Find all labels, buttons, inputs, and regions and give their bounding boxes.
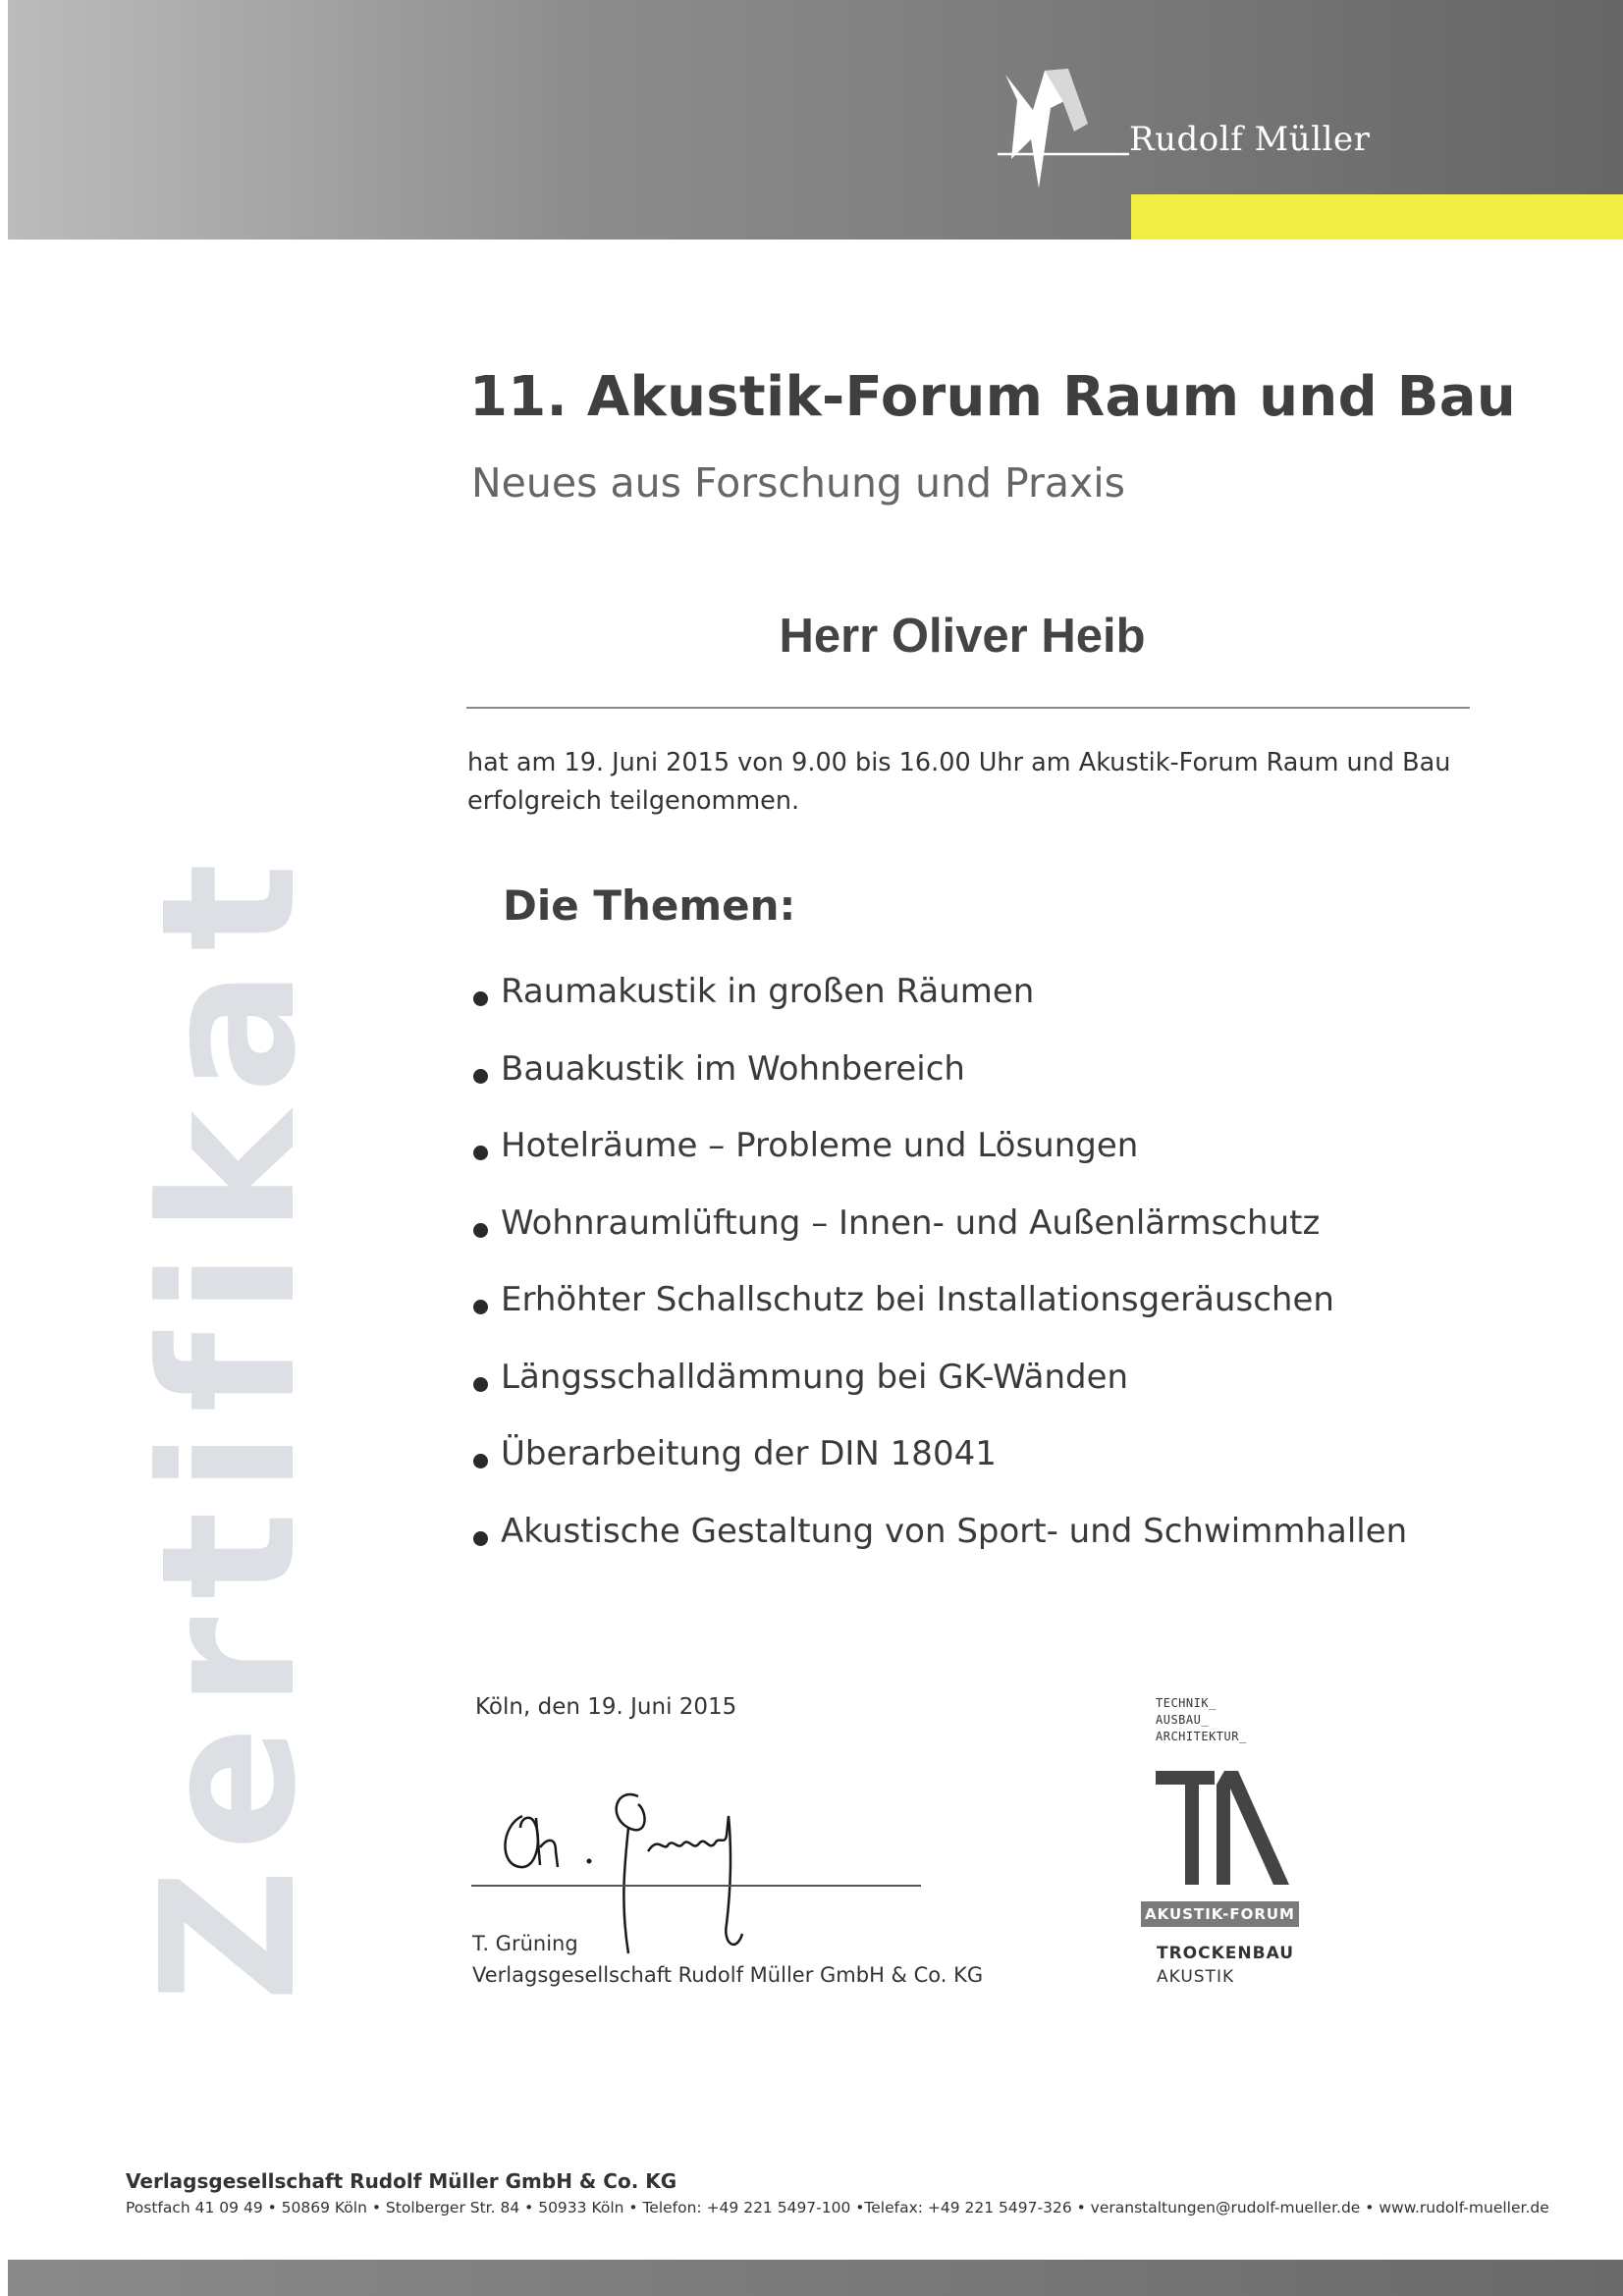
- ta-tagline-2: AUSBAU_: [1156, 1713, 1210, 1727]
- akustik-forum-badge: AKUSTIK-FORUM: [1141, 1901, 1299, 1927]
- accent-strip: [1131, 194, 1623, 240]
- footer-company: Verlagsgesellschaft Rudolf Müller GmbH & Co. KG: [126, 2169, 677, 2193]
- topics-heading: Die Themen:: [503, 881, 796, 930]
- ta-tagline-1: TECHNIK_: [1156, 1696, 1217, 1710]
- signer-name: T. Grüning: [472, 1932, 578, 1955]
- signer-company: Verlagsgesellschaft Rudolf Müller GmbH & Co. KG: [472, 1963, 984, 1987]
- participation-line-2: erfolgreich teilgenommen.: [467, 786, 800, 816]
- place-date: Köln, den 19. Juni 2015: [475, 1694, 737, 1720]
- topics-list: [471, 972, 1407, 1588]
- recipient-name: Herr Oliver Heib: [779, 610, 1146, 663]
- certificate-watermark: Zertifikat: [122, 845, 337, 2002]
- topic-item: Akustische Gestaltung von Sport- und Schwimmhallen: [471, 1512, 1407, 1589]
- topic-item: Erhöhter Schallschutz bei Installationsgeräuschen: [471, 1280, 1407, 1358]
- recipient-underline: [466, 707, 1470, 709]
- topic-item: Bauakustik im Wohnbereich: [471, 1049, 1407, 1127]
- topic-item: Überarbeitung der DIN 18041: [471, 1434, 1407, 1512]
- brand-name: Rudolf Müller: [1129, 120, 1371, 159]
- ta-logo-icon: [1156, 1771, 1293, 1887]
- certificate-subtitle: Neues aus Forschung und Praxis: [471, 459, 1126, 507]
- topic-item: Hotelräume – Probleme und Lösungen: [471, 1126, 1407, 1203]
- rudolf-mueller-logo: [994, 61, 1406, 198]
- footer-band: [8, 2260, 1623, 2296]
- topic-item: Raumakustik in großen Räumen: [471, 972, 1407, 1049]
- footer-contact: Postfach 41 09 49 • 50869 Köln • Stolberger Str. 84 • 50933 Köln • Telefon: +49 221 5497-100 •Telefax: +49 221 5497-326 • veranstaltungen@rudolf-mueller.de • www.rudolf-mueller.de: [126, 2199, 1549, 2216]
- topic-item: Längsschalldämmung bei GK-Wänden: [471, 1358, 1407, 1435]
- ta-subtitle-1: TROCKENBAU: [1157, 1944, 1295, 1963]
- rm-logo-icon: [994, 61, 1131, 198]
- ta-tagline: [1156, 1695, 1247, 1745]
- certificate-title: 11. Akustik-Forum Raum und Bau: [469, 365, 1516, 429]
- signature-line: [471, 1885, 921, 1887]
- ta-subtitle-2: AKUSTIK: [1157, 1967, 1235, 1987]
- participation-line-1: hat am 19. Juni 2015 von 9.00 bis 16.00 Uhr am Akustik-Forum Raum und Bau: [467, 748, 1451, 777]
- topic-item: Wohnraumlüftung – Innen- und Außenlärmschutz: [471, 1203, 1407, 1281]
- participation-text: [467, 744, 1508, 821]
- ta-tagline-3: ARCHITEKTUR_: [1156, 1730, 1247, 1743]
